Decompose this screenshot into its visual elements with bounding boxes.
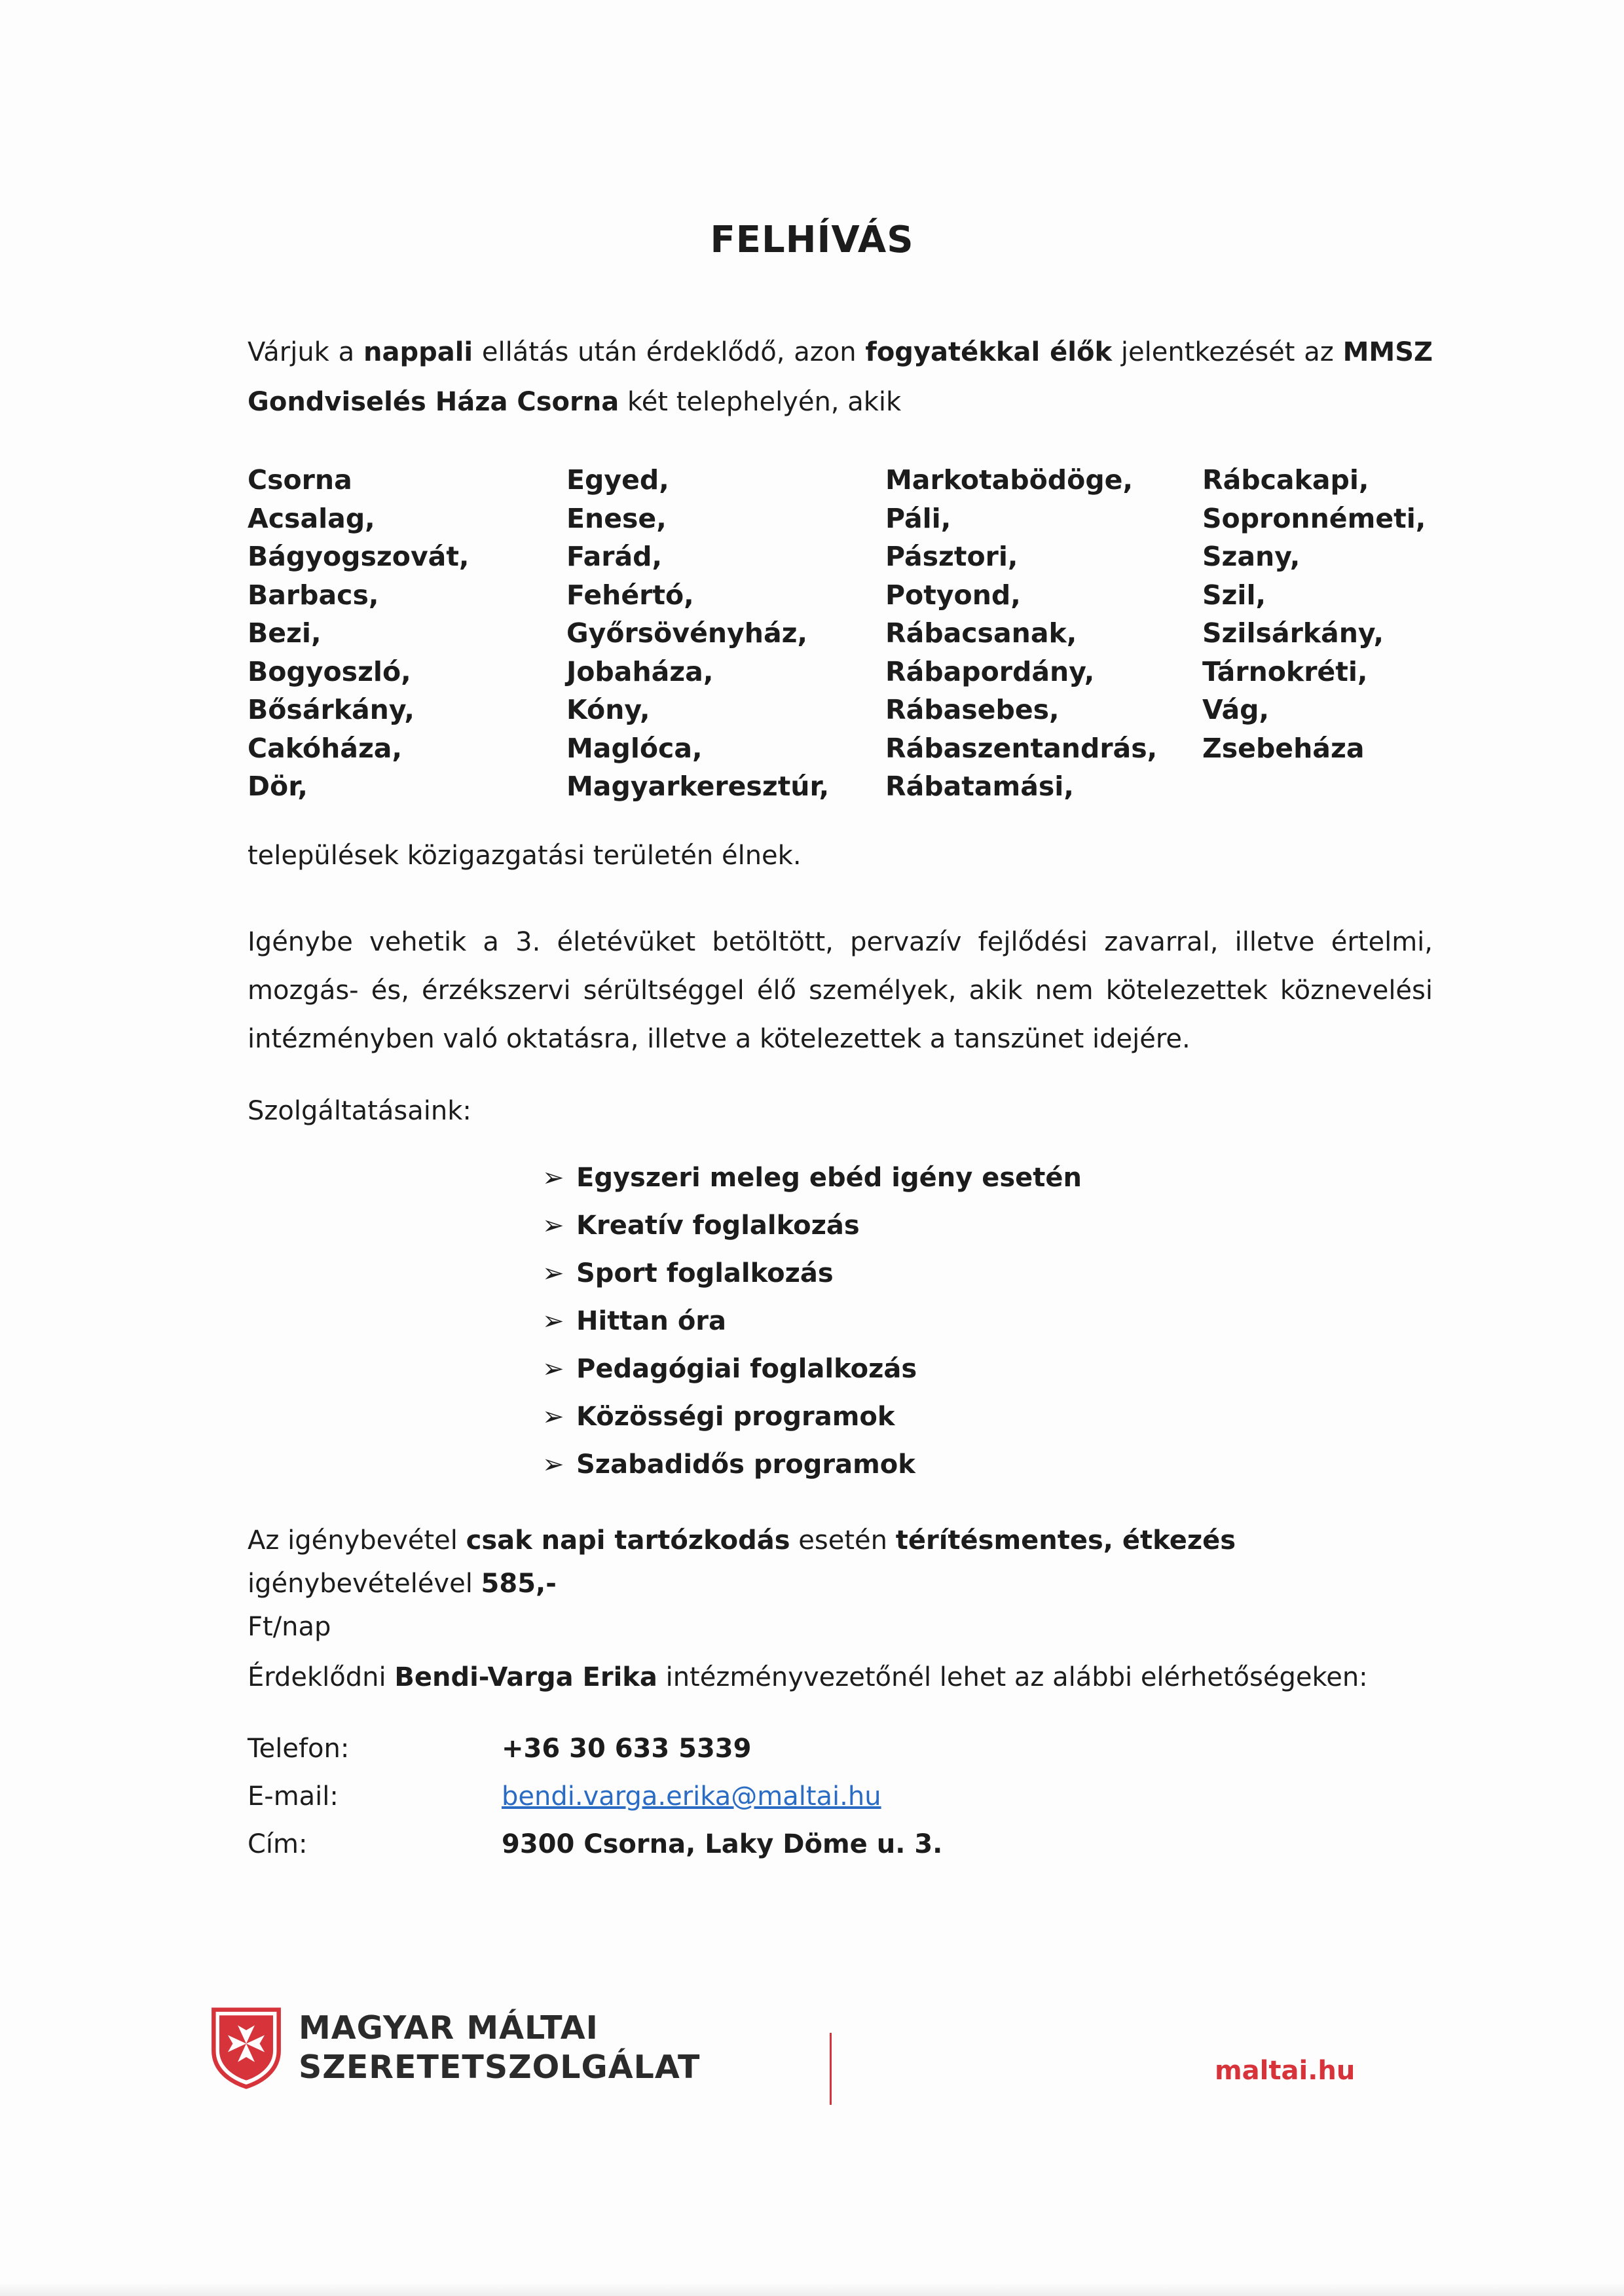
town-item: Rábatamási, (885, 771, 1074, 802)
intro-text-2: ellátás után érdeklődő, azon (473, 337, 866, 367)
price-text-1: Az igénybevétel (248, 1525, 466, 1556)
town-item: Bezi, (248, 617, 322, 649)
town-item: Barbacs, (248, 579, 379, 611)
town-column-3 (885, 461, 1202, 806)
town-column-4 (1202, 461, 1464, 806)
contact-details (248, 1725, 942, 1868)
intro-text-4: két telephelyén, akik (619, 387, 902, 417)
org-name-line-2: SZERETETSZOLGÁLAT (299, 2049, 701, 2086)
town-item: Bogyoszló, (248, 655, 411, 687)
town-item: Jobaháza, (566, 655, 714, 687)
town-list (248, 461, 1464, 806)
service-item (542, 1345, 1082, 1393)
town-item: Rábasebes, (885, 694, 1060, 725)
intro-text-3: jelentkezését az (1112, 337, 1343, 367)
town-item: Acsalag, (248, 502, 375, 534)
intro-bold-2: fogyatékkal élők (865, 337, 1113, 367)
price-bold-2: térítésmentes, étkezés (895, 1525, 1236, 1556)
town-item: Sopronnémeti, (1202, 502, 1426, 534)
service-item (542, 1393, 1082, 1441)
town-item: Potyond, (885, 579, 1021, 611)
town-item: Rábaszentandrás, (885, 732, 1158, 764)
price-amount: 585,- (481, 1569, 557, 1599)
contact-intro (248, 1653, 1433, 1702)
footer-website: maltai.hu (1215, 2056, 1356, 2086)
service-item (542, 1441, 1082, 1489)
intro-bold-1: nappali (363, 337, 473, 367)
org-name (299, 2009, 700, 2087)
contact-intro-text-2: intézményvezetőnél lehet az alábbi elérhetőségeken: (657, 1662, 1368, 1692)
town-item: Szany, (1202, 541, 1301, 572)
arrow-bullet-icon: ➢ (542, 1354, 564, 1384)
services-label: Szolgáltatásaink: (248, 1096, 471, 1126)
service-label: Pedagógiai foglalkozás (576, 1354, 917, 1384)
town-item: Enese, (566, 502, 667, 534)
address-row (248, 1821, 942, 1868)
address-value: 9300 Csorna, Laky Döme u. 3. (502, 1829, 943, 1859)
footer-divider (830, 2033, 832, 2105)
service-item (542, 1154, 1082, 1202)
price-unit: Ft/nap (248, 1612, 331, 1642)
service-label: Kreatív foglalkozás (576, 1211, 860, 1241)
eligibility-paragraph: Igénybe vehetik a 3. életévüket betöltött, pervazív fejlődési zavarral, illetve értelmi, mozgás- és, érzékszervi sérültséggel élő személyek, akik nem kötelezettek köznevelési intézményben való oktatásra, illetve a kötelezettek a tanszünet idejére. (248, 927, 1433, 1054)
town-item: Szil, (1202, 579, 1266, 611)
town-item: Páli, (885, 502, 951, 534)
price-text-2: esetén (790, 1525, 896, 1556)
town-item: Szilsárkány, (1202, 617, 1384, 649)
service-label: Szabadidős programok (576, 1449, 915, 1480)
town-item: Vág, (1202, 694, 1270, 725)
intro-paragraph (248, 327, 1433, 427)
town-item: Dör, (248, 771, 308, 802)
town-item: Farád, (566, 541, 663, 572)
town-item: Tárnokréti, (1202, 655, 1368, 687)
service-item (542, 1298, 1082, 1345)
town-item: Pásztori, (885, 541, 1018, 572)
service-label: Sport foglalkozás (576, 1258, 834, 1288)
town-item: Kóny, (566, 694, 650, 725)
email-link[interactable]: bendi.varga.erika@maltai.hu (502, 1781, 881, 1812)
org-name-line-1: MAGYAR MÁLTAI (299, 2009, 599, 2047)
service-label: Hittan óra (576, 1306, 727, 1336)
town-item: Magyarkeresztúr, (566, 771, 830, 802)
address-label: Cím: (248, 1829, 308, 1859)
contact-intro-text-1: Érdeklődni (248, 1662, 395, 1692)
town-column-2 (566, 461, 885, 806)
intro-text-1: Várjuk a (248, 337, 363, 367)
town-item: Győrsövényház, (566, 617, 808, 649)
org-logo (211, 2007, 700, 2089)
arrow-bullet-icon: ➢ (542, 1449, 564, 1480)
arrow-bullet-icon: ➢ (542, 1402, 564, 1432)
phone-row (248, 1725, 942, 1773)
town-item: Rábcakapi, (1202, 464, 1369, 496)
service-label: Egyszeri meleg ebéd igény esetén (576, 1163, 1082, 1193)
town-item: Fehértó, (566, 579, 694, 611)
email-row (248, 1773, 942, 1821)
town-item: Bágyogszovát, (248, 541, 470, 572)
town-item: Maglóca, (566, 732, 703, 764)
service-label: Közösségi programok (576, 1402, 895, 1432)
town-item: Egyed, (566, 464, 669, 496)
arrow-bullet-icon: ➢ (542, 1163, 564, 1193)
town-item: Rábapordány, (885, 655, 1095, 687)
arrow-bullet-icon: ➢ (542, 1306, 564, 1336)
town-item: Bősárkány, (248, 694, 415, 725)
page-title: FELHÍVÁS (710, 219, 914, 261)
town-item: Rábacsanak, (885, 617, 1077, 649)
arrow-bullet-icon: ➢ (542, 1258, 564, 1288)
arrow-bullet-icon: ➢ (542, 1211, 564, 1241)
price-paragraph (248, 1519, 1433, 1649)
maltese-cross-shield-icon (211, 2007, 282, 2089)
town-item: Csorna (248, 464, 352, 496)
scan-edge (0, 2283, 1624, 2296)
intro-bold-3: MMSZ Gondviselés Háza Csorna (248, 337, 1433, 417)
phone-label: Telefon: (248, 1734, 350, 1764)
towns-outro: települések közigazgatási területén élnek. (248, 841, 802, 871)
service-item (542, 1250, 1082, 1298)
services-list (542, 1154, 1082, 1489)
contact-person: Bendi-Varga Erika (394, 1662, 657, 1692)
town-item: Cakóháza, (248, 732, 403, 764)
town-item: Markotabödöge, (885, 464, 1134, 496)
town-item: Zsebeháza (1202, 732, 1365, 764)
email-label: E-mail: (248, 1781, 339, 1812)
service-item (542, 1202, 1082, 1250)
price-text-3: igénybevételével (248, 1569, 481, 1599)
town-column-1 (248, 461, 566, 806)
price-bold-1: csak napi tartózkodás (466, 1525, 790, 1556)
phone-number: +36 30 633 5339 (502, 1734, 752, 1764)
